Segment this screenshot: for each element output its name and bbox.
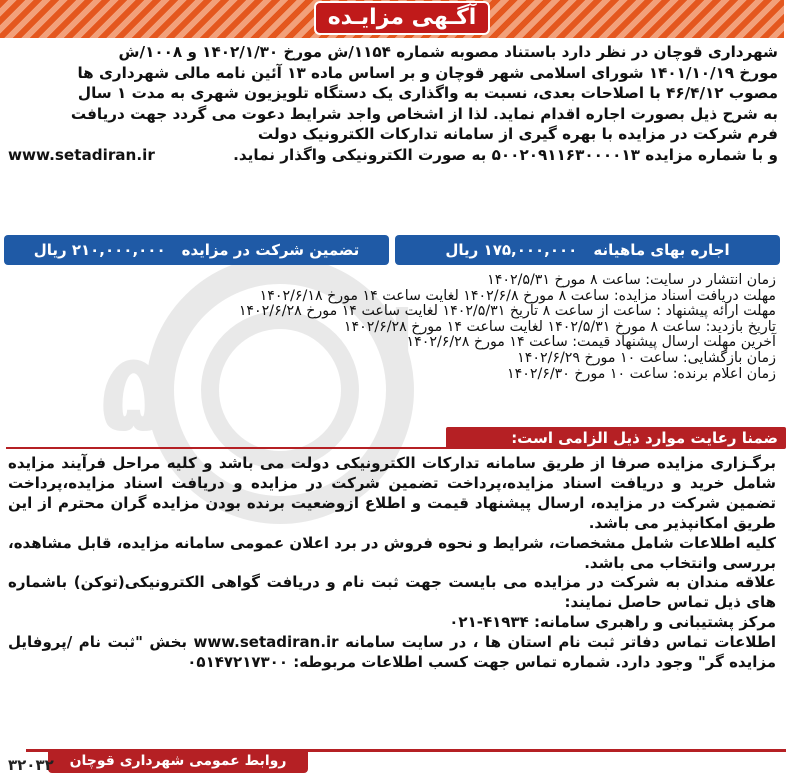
guarantee-label: تضمین شرکت در مزایده <box>181 241 360 259</box>
intro-line: مورخ ۱۴۰۱/۱۰/۱۹ شورای اسلامی شهر قوچان و بر اساس ماده ۱۳ آئین نامه مالی شهرداری ها <box>77 63 778 82</box>
support-center-line: مرکز پشتیبانی و راهبری سامانه: ۴۱۹۳۴-۰۲۱ <box>449 613 776 632</box>
schedule-item: زمان بازگشایی: ساعت ۱۰ مورخ ۱۴۰۲/۶/۲۹ <box>517 349 776 366</box>
intro-url-suffix: و با شماره مزایده ۵۰۰۲۰۹۱۱۶۳۰۰۰۰۱۳ به صورت الکترونیکی واگذار نماید. <box>233 145 778 164</box>
guarantee-amount: ۲۱۰,۰۰۰,۰۰۰ ریال <box>33 241 166 259</box>
setadiran-link[interactable]: www.setadiran.ir <box>8 145 155 164</box>
monthly-rent-amount: ۱۷۵,۰۰۰,۰۰۰ ریال <box>445 241 578 259</box>
monthly-rent-label: اجاره بهای ماهیانه <box>593 241 730 259</box>
registration-offices-line: اطلاعات تماس دفاتر ثبت نام استان ها ، در سایت سامانه www.setadiran.ir بخش "ثبت نام /پروفایل مزایده گر" وجود دارد. شماره تماس جهت کسب اطلاعات مربوطه: ۰۵۱۴۷۲۱۷۳۰۰ <box>8 633 776 672</box>
svg-text:۵: ۵ <box>100 328 168 456</box>
intro-line: فرم شرکت در مزایده با بهره گیری از سامانه تدارکات الکترونیک دولت <box>257 125 778 144</box>
title-banner <box>0 0 784 38</box>
schedule-item: تاریخ بازدید: ساعت ۸ مورخ ۱۴۰۲/۵/۳۱ لغایت ساعت ۱۴ مورخ ۱۴۰۲/۶/۲۸ <box>343 318 776 335</box>
intro-line: به شرح ذیل بصورت اجاره اقدام نماید. لذا از اشخاص واجد شرایط دعوت می گردد جهت دریافت <box>70 104 778 123</box>
schedule-item: زمان اعلام برنده: ساعت ۱۰ مورخ ۱۴۰۲/۶/۳۰ <box>506 365 776 382</box>
notice-heading: ضمنا رعایت موارد ذیل الزامی است: <box>446 427 786 449</box>
schedule-item: آخرین مهلت ارسال پیشنهاد قیمت: ساعت ۱۴ مورخ ۱۴۰۲/۶/۲۸ <box>406 334 776 351</box>
ad-code: ۳۲۰۳۲ <box>8 756 54 774</box>
public-relations-signature: روابط عمومی شهرداری قوچان <box>48 749 308 773</box>
svg-text:ا: ا <box>390 295 414 377</box>
price-bar <box>0 231 784 269</box>
schedule-item: زمان انتشار در سایت: ساعت ۸ مورخ ۱۴۰۲/۵/۳۱ <box>487 272 776 288</box>
intro-paragraph <box>8 42 778 166</box>
intro-url-line <box>8 145 778 166</box>
intro-line: شهرداری قوچان در نظر دارد باستناد مصوبه شماره ۱۱۵۴/ش مورخ ۱۴۰۲/۱/۳۰ و ۱۰۰۸/ش <box>118 43 778 61</box>
requirement-paragraph: علاقه مندان به شرکت در مزایده می بایست جهت ثبت نام و دریافت گواهی الکترونیکی(توکن) باشماره های ذیل تماس حاصل نمایند: <box>8 573 776 612</box>
guarantee-box <box>4 235 389 265</box>
requirements-text <box>8 454 776 673</box>
intro-line: مصوب ۴۶/۴/۱۲ با اصلاحات بعدی، نسبت به واگذاری یک دستگاه تلویزیون شهری به مدت ۱ سال <box>77 84 778 103</box>
requirement-paragraph: برگـزاری مزایده صرفا از طریق سامانه تدارکات الکترونیکی دولت می باشد و کلیه مراحل فرآیند مزایده شامل خرید و دریافت اسناد مزایده،پرداخت تضمین شرکت در مزایده و دریافت اسناد مزایده،پرداخت تضمین شرکت در مزایده، ارسال پیشنهاد قیمت و اطلاع ازوضعیت برنده بودن مزایده گران محترم از این طریق امکانپذیر می باشد. <box>8 454 776 532</box>
monthly-rent-box <box>395 235 780 265</box>
schedule-item: مهلت دریافت اسناد مزایده: ساعت ۸ مورخ ۱۴۰۲/۶/۸ لغایت ساعت ۱۴ مورخ ۱۴۰۲/۶/۱۸ <box>259 287 776 304</box>
page-title: آگـهی مزایـده <box>314 1 490 35</box>
requirement-paragraph: کلیه اطلاعات شامل مشخصات، شرایط و نحوه فروش در برد اعلان عمومی سامانه مزایده، قابل مشاهده، بررسی وانتخاب می باشد. <box>8 533 776 572</box>
schedule-list <box>6 273 776 382</box>
schedule-item: مهلت ارائه پیشنهاد : ساعت از ساعت ۸ تاریخ ۱۴۰۲/۵/۳۱ لغایت ساعت ۱۴ مورخ ۱۴۰۲/۶/۲۸ <box>238 303 776 320</box>
